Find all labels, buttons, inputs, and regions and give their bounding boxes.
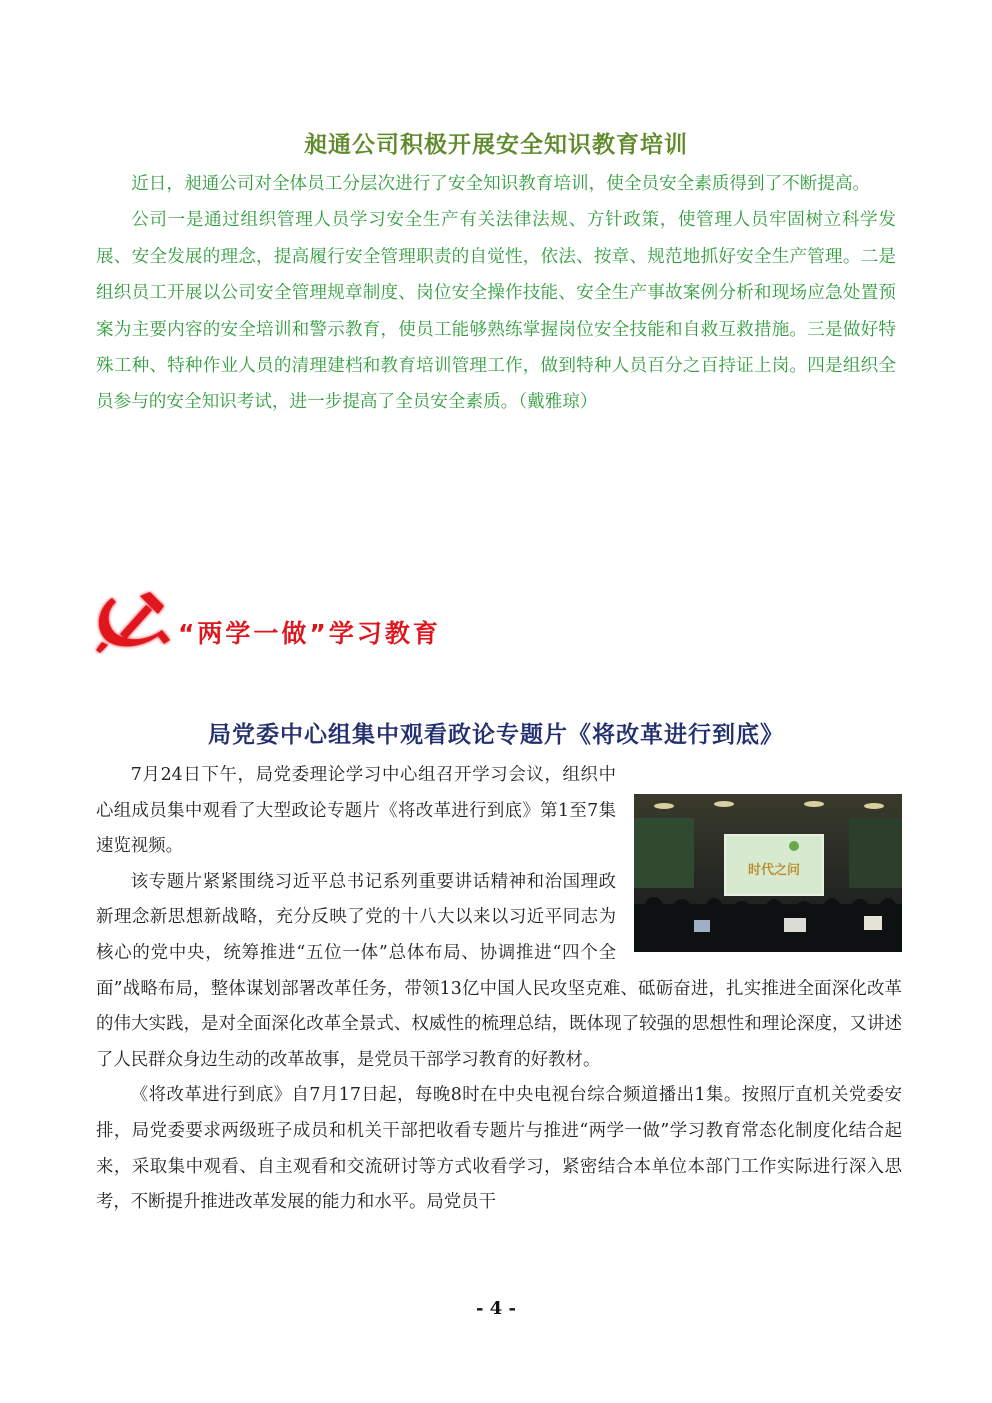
article1-title: 昶通公司积极开展安全知识教育培训 [304,132,688,158]
article1-paragraph-1: 近日，昶通公司对全体员工分层次进行了安全知识教育培训，使全员安全素质得到了不断提高。 [131,174,871,194]
article1-paragraph-2: 公司一是通过组织管理人员学习安全生产有关法律法规、方针政策，使管理人员牢固树立科学发展、安全发展的理念，提高履行安全管理职责的自觉性，依法、按章、规范地抓好安全生产管理。二是组织员工开展以公司安全管理规章制度、岗位安全操作技能、安全生产事故案例分析和现场应急处置预案为主要内容的安全培训和警示教育，使员工能够熟练掌握岗位安全技能和自救互救措施。三是做好特殊工种、特种作业人员的清理建档和教育培训管理工作，做到特种人员百分之百持证上岗。四是组织全员参与的安全知识考试，进一步提高了全员安全素质。（戴雅琼） [96,210,896,413]
photo-screen-text: 时代之问 [747,863,801,878]
section-title: “两学一做”学习教育 [178,619,441,648]
article2-paragraph-2: 该专题片紧紧围绕习近平总书记系列重要讲话精神和治国理政新理念新思想新战略，充分反映了党的十八大以来以习近平同志为核心的党中央，统筹推进“五位一体”总体布局、协调推进“四个全面”战略布局，整体谋划部署改革任务，带领13亿中国人民攻坚克难、砥砺奋进，扎实推进全面深化改革的伟大实践，是对全面深化改革全景式、权威性的梳理总结，既体现了较强的思想性和理论深度，又讲述了人民群众身边生动的改革故事，是党员干部学习教育的好教材。 [96,871,902,1070]
article2-paragraph-1: 7月24日下午，局党委理论学习中心组召开学习会议，组织中心组成员集中观看了大型政论专题片《将改革进行到底》第1至7集速览视频。 [96,765,616,857]
section-header [92,590,512,654]
article2-paragraph-3: 《将改革进行到底》自7月17日起，每晚8时在中央电视台综合频道播出1集。按照厅直机关党委安排，局党委要求两级班子成员和机关干部把收看专题片与推进“两学一做”学习教育常态化制度化结合起来，采取集中观看、自主观看和交流研讨等方式收看学习，紧密结合本单位本部门工作实际进行深入思考，不断提升推进改革发展的能力和水平。局党员干 [96,1085,902,1213]
page-number: - 4 - [476,1298,516,1319]
hammer-sickle-icon [92,590,178,654]
article2-title: 局党委中心组集中观看政论专题片《将改革进行到底》 [208,722,784,748]
article2-body [96,758,902,1221]
meeting-photo [634,794,902,952]
article1-body [96,166,896,421]
